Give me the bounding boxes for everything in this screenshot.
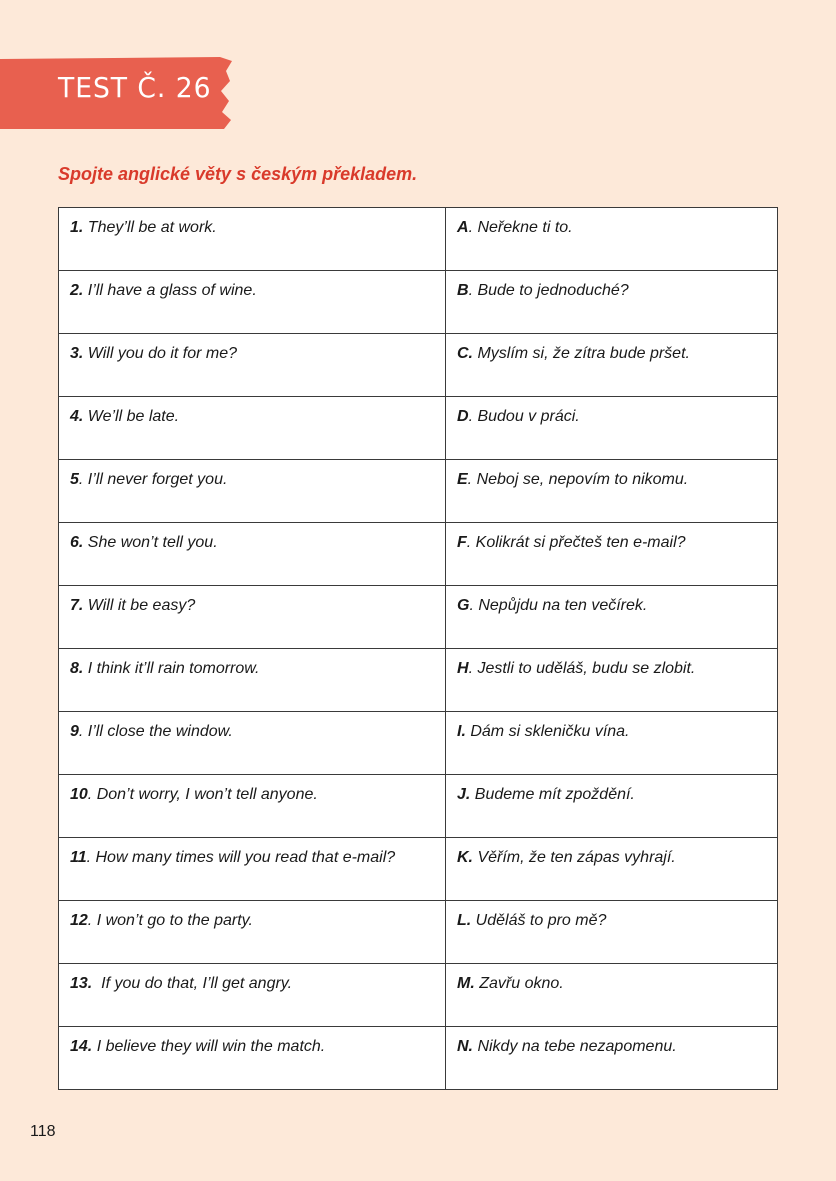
english-sentence-cell	[59, 775, 446, 838]
english-sentence: Will you do it for me?	[83, 345, 238, 362]
table-row	[59, 649, 778, 712]
english-sentence: . How many times will you read that e-mail?	[86, 849, 396, 866]
czech-translation-cell	[446, 901, 778, 964]
english-sentence: They’ll be at work.	[83, 219, 217, 236]
english-sentence-cell	[59, 838, 446, 901]
table-row	[59, 208, 778, 271]
czech-translation: . Neřekne ti to.	[468, 219, 573, 236]
table-row	[59, 586, 778, 649]
czech-translation-cell	[446, 523, 778, 586]
sentence-number: 8.	[70, 660, 84, 677]
english-sentence: She won’t tell you.	[83, 534, 218, 551]
translation-letter: G	[457, 597, 470, 614]
sentence-number: 1.	[70, 219, 84, 236]
table-row	[59, 334, 778, 397]
matching-table	[58, 207, 778, 1090]
title-banner	[0, 57, 232, 129]
czech-translation: Zavřu okno.	[474, 975, 564, 992]
english-sentence-cell	[59, 271, 446, 334]
english-sentence-cell	[59, 964, 446, 1027]
table-row	[59, 523, 778, 586]
table-row	[59, 397, 778, 460]
translation-letter: F	[457, 534, 467, 551]
czech-translation-cell	[446, 712, 778, 775]
sentence-number: 9	[70, 723, 79, 740]
english-sentence-cell	[59, 334, 446, 397]
table-row	[59, 775, 778, 838]
translation-letter: A	[457, 219, 469, 236]
translation-letter: C.	[457, 345, 473, 362]
czech-translation-cell	[446, 271, 778, 334]
english-sentence: . Don’t worry, I won’t tell anyone.	[87, 786, 318, 803]
english-sentence-cell	[59, 712, 446, 775]
english-sentence: I think it’ll rain tomorrow.	[83, 660, 260, 677]
czech-translation-cell	[446, 397, 778, 460]
czech-translation-cell	[446, 208, 778, 271]
table-row	[59, 1027, 778, 1090]
czech-translation-cell	[446, 964, 778, 1027]
sentence-number: 4.	[70, 408, 84, 425]
sentence-number: 11	[70, 849, 87, 866]
czech-translation: Nikdy na tebe nezapomenu.	[473, 1038, 677, 1055]
sentence-number: 6.	[70, 534, 84, 551]
english-sentence-cell	[59, 523, 446, 586]
czech-translation-cell	[446, 649, 778, 712]
czech-translation: . Kolikrát si přečteš ten e-mail?	[466, 534, 686, 551]
english-sentence-cell	[59, 460, 446, 523]
exercise-instruction: Spojte anglické věty s českým překladem.	[58, 164, 418, 184]
translation-letter: D	[457, 408, 469, 425]
table-row	[59, 964, 778, 1027]
english-sentence-cell	[59, 397, 446, 460]
czech-translation: . Neboj se, nepovím to nikomu.	[467, 471, 689, 488]
czech-translation-cell	[446, 1027, 778, 1090]
page-number: 118	[30, 1123, 56, 1140]
english-sentence: I’ll have a glass of wine.	[83, 282, 257, 299]
sentence-number: 3.	[70, 345, 84, 362]
sentence-number: 2.	[70, 282, 84, 299]
translation-letter: L.	[457, 912, 472, 929]
english-sentence: If you do that, I’ll get angry.	[92, 975, 293, 992]
czech-translation: . Bude to jednoduché?	[468, 282, 629, 299]
czech-translation-cell	[446, 460, 778, 523]
sentence-number: 14.	[70, 1038, 93, 1055]
czech-translation-cell	[446, 838, 778, 901]
sentence-number: 5	[70, 471, 79, 488]
translation-letter: K.	[457, 849, 473, 866]
translation-letter: H	[457, 660, 469, 677]
table-row	[59, 271, 778, 334]
table-row	[59, 901, 778, 964]
table-row	[59, 460, 778, 523]
english-sentence: I believe they will win the match.	[92, 1038, 326, 1055]
sentence-number: 10	[70, 786, 88, 803]
english-sentence: . I won’t go to the party.	[87, 912, 253, 929]
english-sentence-cell	[59, 901, 446, 964]
english-sentence: . I’ll close the window.	[78, 723, 233, 740]
sentence-number: 7.	[70, 597, 84, 614]
page-title: TEST Č. 26	[58, 71, 212, 104]
czech-translation: Dám si skleničku vína.	[465, 723, 630, 740]
czech-translation: Budeme mít zpoždění.	[470, 786, 635, 803]
czech-translation: . Nepůjdu na ten večírek.	[469, 597, 648, 614]
english-sentence: We’ll be late.	[83, 408, 180, 425]
english-sentence-cell	[59, 1027, 446, 1090]
czech-translation: Uděláš to pro mě?	[471, 912, 607, 929]
matching-table-body	[59, 208, 778, 1090]
english-sentence: . I’ll never forget you.	[78, 471, 228, 488]
translation-letter: J.	[457, 786, 471, 803]
translation-letter: E	[457, 471, 468, 488]
english-sentence-cell	[59, 208, 446, 271]
table-row	[59, 838, 778, 901]
czech-translation: Myslím si, že zítra bude pršet.	[473, 345, 690, 362]
translation-letter: I.	[457, 723, 466, 740]
translation-letter: B	[457, 282, 469, 299]
translation-letter: N.	[457, 1038, 473, 1055]
czech-translation: . Budou v práci.	[468, 408, 580, 425]
english-sentence-cell	[59, 649, 446, 712]
table-row	[59, 712, 778, 775]
sentence-number: 13.	[70, 975, 93, 992]
czech-translation-cell	[446, 586, 778, 649]
sentence-number: 12	[70, 912, 88, 929]
czech-translation: . Jestli to uděláš, budu se zlobit.	[468, 660, 696, 677]
english-sentence: Will it be easy?	[83, 597, 196, 614]
czech-translation: Věřím, že ten zápas vyhrají.	[473, 849, 676, 866]
czech-translation-cell	[446, 775, 778, 838]
english-sentence-cell	[59, 586, 446, 649]
czech-translation-cell	[446, 334, 778, 397]
translation-letter: M.	[457, 975, 475, 992]
